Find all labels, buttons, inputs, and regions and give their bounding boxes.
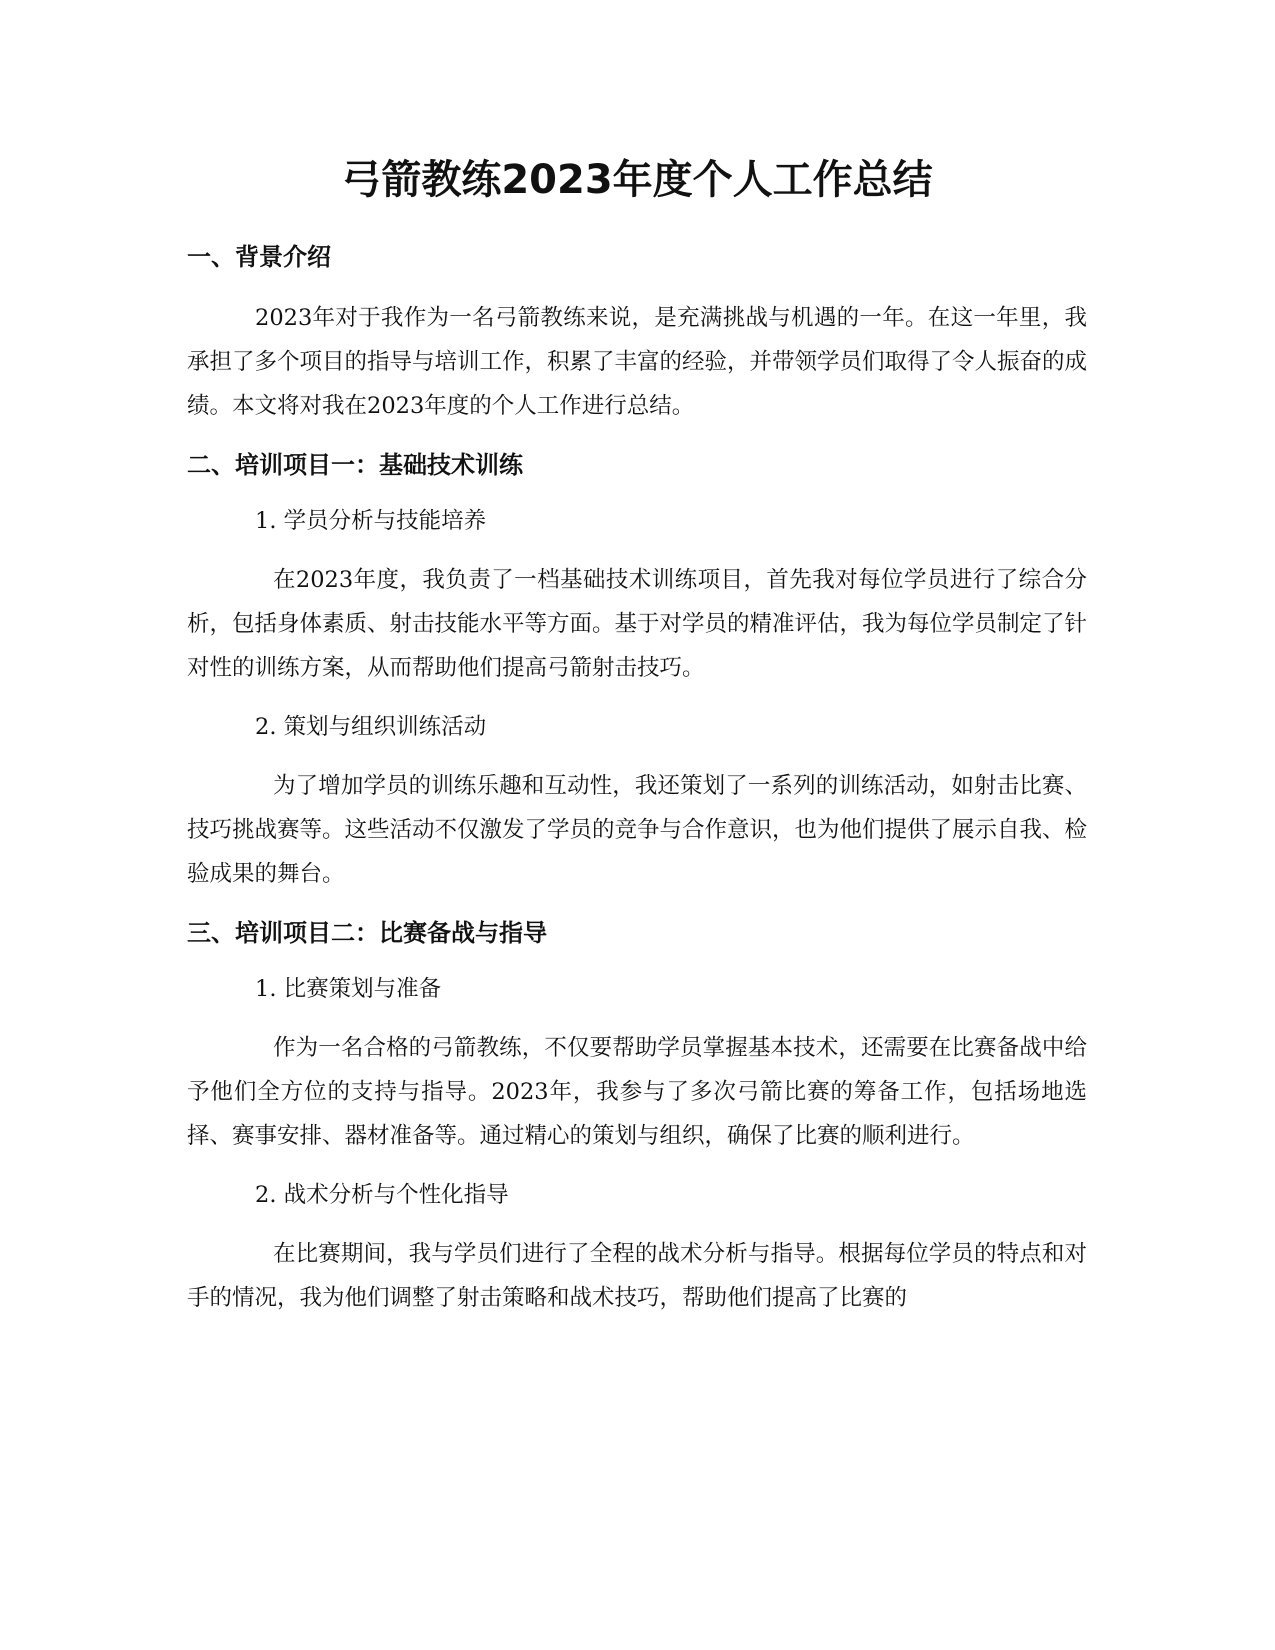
subsection-heading: 2. 战术分析与个性化指导 xyxy=(255,1182,509,1208)
subsection-paragraph: 在2023年度，我负责了一档基础技术训练项目，首先我对每位学员进行了综合分析，包括身体素质、射击技能水平等方面。基于对学员的精准评估，我为每位学员制定了针对性的训练方案，从而帮助他们提高弓箭射击技巧。 xyxy=(187,567,1088,681)
section-heading: 三、培训项目二：比赛备战与指导 xyxy=(187,919,547,947)
subsection-heading: 2. 策划与组织训练活动 xyxy=(255,714,487,740)
subsection-heading: 1. 比赛策划与准备 xyxy=(255,976,442,1002)
section-background xyxy=(187,240,1087,428)
document-title: 弓箭教练2023年度个人工作总结 xyxy=(341,157,933,203)
subsection-paragraph: 作为一名合格的弓箭教练，不仅要帮助学员掌握基本技术，还需要在比赛备战中给予他们全方位的支持与指导。2023年，我参与了多次弓箭比赛的筹备工作，包括场地选择、赛事安排、器材准备等。通过精心的策划与组织，确保了比赛的顺利进行。 xyxy=(187,1035,1087,1149)
subsection-heading: 1. 学员分析与技能培养 xyxy=(255,508,487,534)
section-heading: 二、培训项目一：基础技术训练 xyxy=(187,451,523,479)
section-heading: 一、背景介绍 xyxy=(187,243,331,271)
subsection-paragraph: 在比赛期间，我与学员们进行了全程的战术分析与指导。根据每位学员的特点和对手的情况，我为他们调整了射击策略和战术技巧，帮助他们提高了比赛的 xyxy=(187,1241,1087,1311)
subsection-paragraph: 为了增加学员的训练乐趣和互动性，我还策划了一系列的训练活动，如射击比赛、技巧挑战赛等。这些活动不仅激发了学员的竞争与合作意识，也为他们提供了展示自我、检验成果的舞台。 xyxy=(187,773,1088,887)
section-paragraph: 2023年对于我作为一名弓箭教练来说，是充满挑战与机遇的一年。在这一年里，我承担了多个项目的指导与培训工作，积累了丰富的经验，并带领学员们取得了令人振奋的成绩。本文将对我在2023年度的个人工作进行总结。 xyxy=(187,305,1088,419)
document-body xyxy=(187,150,1087,1340)
section-competition-prep xyxy=(187,916,1087,1320)
section-training-basic xyxy=(187,448,1087,896)
